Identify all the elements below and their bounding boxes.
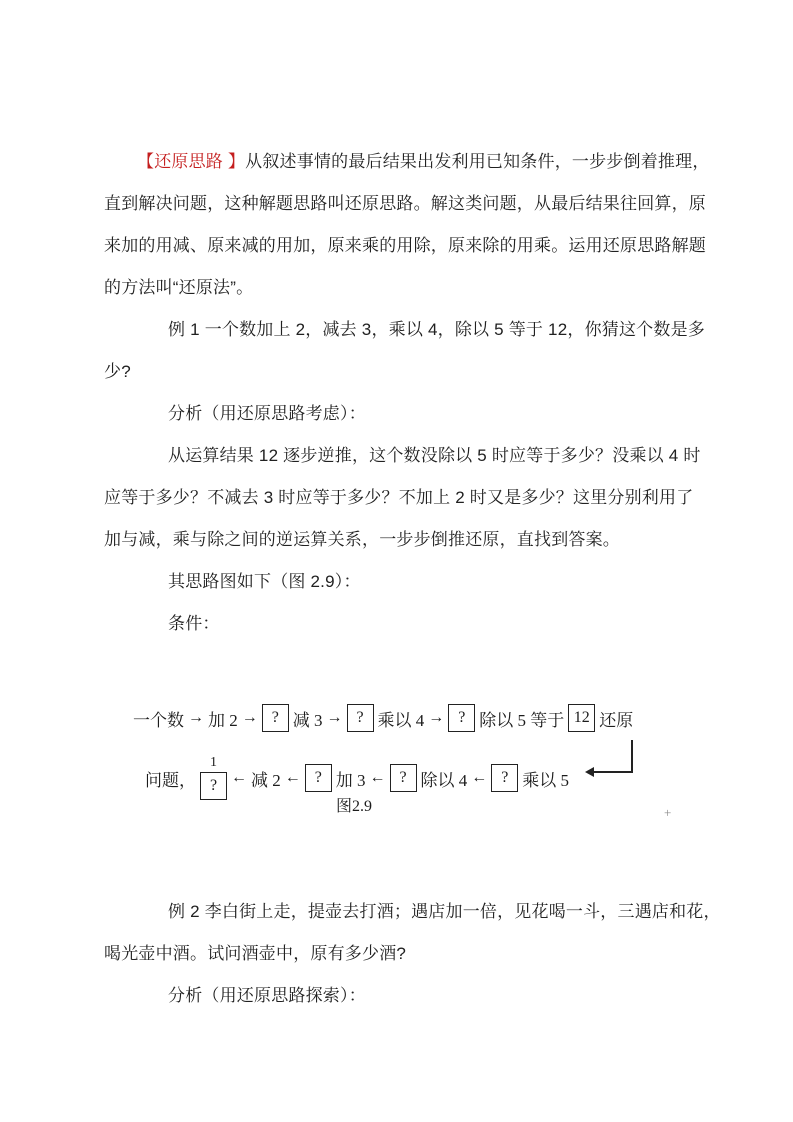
- question-box: ?: [262, 704, 289, 732]
- arrow-right-icon: →: [326, 709, 343, 726]
- diagram-step-add2: 加 2: [208, 710, 238, 730]
- diagram-problem-label: 问题，: [145, 770, 196, 790]
- diagram-step-sub2: 减 2: [251, 770, 281, 790]
- intro-line-1: [104, 141, 710, 183]
- diagram-step-div4: 除以 4: [420, 770, 468, 790]
- arrow-right-icon: →: [241, 709, 258, 726]
- answer-fraction-stack: [200, 756, 227, 800]
- example1-analysis-line-1: 从运算结果 12 逐步逆推，这个数没除以 5 时应等于多少？没乘以 4 时: [168, 446, 701, 465]
- example1-line-2: 少?: [104, 362, 131, 381]
- example1-analysis-line-3: 加与减，乘与除之间的逆运算关系，一步步倒推还原，直找到答案。: [104, 530, 620, 549]
- diagram-step-div5-equals: 除以 5 等于: [479, 710, 565, 730]
- diagram-step-mul5: 乘以 5: [522, 770, 569, 790]
- example2-line-1: 例 2 李白街上走，提壶去打酒；遇店加一倍，见花喝一斗，三遇店和花，: [168, 902, 721, 921]
- flow-diagram: [104, 695, 691, 835]
- anchor-mark-icon: +: [664, 805, 672, 820]
- fraction-numerator: 1: [210, 755, 217, 770]
- question-box: ?: [305, 764, 332, 792]
- figure-caption: 图2.9: [336, 798, 373, 815]
- lower-text-block: [104, 891, 721, 1017]
- example1-analysis-label: 分析（用还原思路考虑）：: [168, 404, 366, 423]
- condition-label: 条件：: [168, 614, 220, 633]
- arrow-left-icon: ←: [284, 769, 301, 786]
- intro-line-2: 直到解决问题，这种解题思路叫还原思路。解这类问题，从最后结果往回算，原: [104, 194, 706, 213]
- diagram-forward-row: [133, 695, 633, 741]
- elbow-arrowhead-icon: [585, 767, 594, 777]
- intro-text-1: 从叙述事情的最后结果出发利用已知条件，一步步倒着推理，: [245, 152, 710, 171]
- diagram-step-mul4: 乘以 4: [377, 710, 425, 730]
- diagram-restore-label: 还原: [599, 710, 634, 730]
- example1-line-1: 例 1 一个数加上 2，减去 3，乘以 4，除以 5 等于 12，你猜这个数是多: [168, 320, 705, 339]
- arrow-right-icon: →: [428, 709, 445, 726]
- question-box: ?: [347, 704, 374, 732]
- example1-analysis-line-2: 应等于多少？不减去 3 时应等于多少？不加上 2 时又是多少？这里分别利用了: [104, 488, 694, 507]
- question-box: ?: [390, 764, 417, 792]
- flow-intro-line: 其思路图如下（图 2.9）：: [168, 572, 361, 591]
- arrow-left-icon: ←: [231, 769, 247, 786]
- intro-line-3: 来加的用减、原来减的用加，原来乘的用除，原来除的用乘。运用还原思路解题: [104, 236, 706, 255]
- diagram-step-sub3: 减 3: [292, 710, 323, 730]
- diagram-step-add3: 加 3: [335, 770, 366, 790]
- section-title: 【还原思路 】: [137, 152, 246, 171]
- result-box: 12: [568, 704, 595, 732]
- question-box: ?: [448, 704, 475, 732]
- arrow-left-icon: ←: [471, 769, 488, 786]
- elbow-connector-vertical: [631, 740, 633, 772]
- example2-analysis-label: 分析（用还原思路探索）：: [168, 986, 366, 1005]
- arrow-right-icon: →: [188, 709, 204, 726]
- upper-text-block: [104, 141, 710, 645]
- question-box: ?: [200, 772, 227, 800]
- intro-line-4: 的方法叫“还原法”。: [104, 278, 254, 297]
- arrow-left-icon: ←: [369, 769, 386, 786]
- elbow-connector-horizontal: [594, 771, 633, 773]
- example2-line-2: 喝光壶中酒。试问酒壶中，原有多少酒?: [104, 944, 407, 963]
- diagram-start-label: 一个数: [133, 710, 184, 730]
- question-box: ?: [491, 764, 518, 792]
